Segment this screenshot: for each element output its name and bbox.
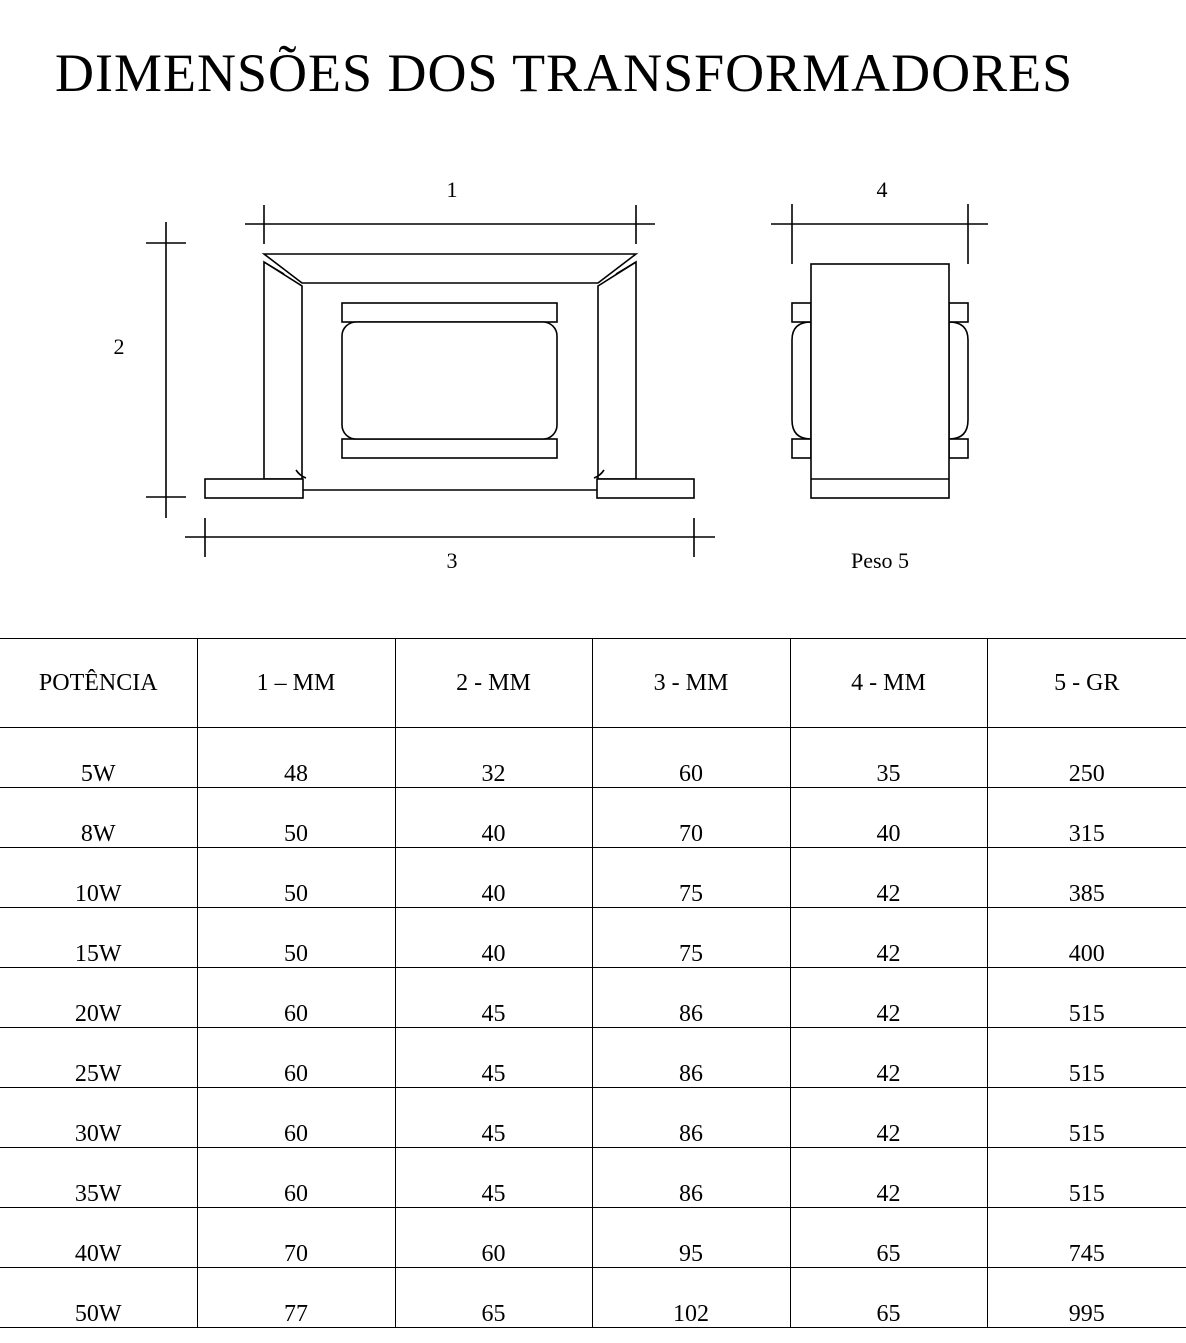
header-dim-3: 3 - MM (592, 639, 790, 728)
front-view (114, 177, 716, 573)
cell-dim-2: 45 (395, 1148, 592, 1208)
cell-dim-1: 50 (197, 788, 395, 848)
cell-potencia: 5W (0, 728, 197, 788)
cell-dim-3: 75 (592, 908, 790, 968)
cell-weight: 515 (987, 1148, 1186, 1208)
table-row (0, 728, 1186, 788)
cell-dim-1: 60 (197, 968, 395, 1028)
header-dim-2: 2 - MM (395, 639, 592, 728)
cell-weight: 385 (987, 848, 1186, 908)
cell-dim-4: 42 (790, 968, 987, 1028)
cell-potencia: 8W (0, 788, 197, 848)
cell-weight: 745 (987, 1208, 1186, 1268)
cell-dim-1: 70 (197, 1208, 395, 1268)
cell-dim-1: 50 (197, 908, 395, 968)
weight-label: Peso 5 (850, 548, 910, 573)
header-potencia: POTÊNCIA (0, 639, 197, 728)
dimension-label-2: 2 (113, 334, 125, 359)
table-row (0, 968, 1186, 1028)
cell-dim-1: 60 (197, 1088, 395, 1148)
dimension-label-4: 4 (876, 177, 888, 202)
cell-dim-2: 45 (395, 1028, 592, 1088)
cell-dim-1: 60 (197, 1148, 395, 1208)
dimension-label-3: 3 (446, 548, 458, 573)
cell-potencia: 25W (0, 1028, 197, 1088)
cell-dim-4: 42 (790, 908, 987, 968)
table-row (0, 1268, 1186, 1328)
table-body (0, 728, 1186, 1328)
cell-dim-1: 48 (197, 728, 395, 788)
dimensions-table-container (0, 638, 1186, 1328)
table-row (0, 1148, 1186, 1208)
header-weight: 5 - GR (987, 639, 1186, 728)
cell-weight: 515 (987, 1028, 1186, 1088)
cell-dim-3: 60 (592, 728, 790, 788)
cell-dim-3: 86 (592, 968, 790, 1028)
cell-weight: 250 (987, 728, 1186, 788)
side-view (771, 177, 988, 573)
cell-dim-3: 75 (592, 848, 790, 908)
cell-potencia: 50W (0, 1268, 197, 1328)
cell-weight: 315 (987, 788, 1186, 848)
cell-dim-3: 102 (592, 1268, 790, 1328)
cell-dim-4: 42 (790, 1088, 987, 1148)
cell-dim-2: 45 (395, 968, 592, 1028)
cell-dim-3: 86 (592, 1088, 790, 1148)
cell-dim-3: 95 (592, 1208, 790, 1268)
table-row (0, 848, 1186, 908)
table-header-row (0, 639, 1186, 728)
table-row (0, 1208, 1186, 1268)
table-row (0, 788, 1186, 848)
cell-dim-2: 40 (395, 788, 592, 848)
table-row (0, 1028, 1186, 1088)
cell-dim-2: 40 (395, 908, 592, 968)
cell-potencia: 10W (0, 848, 197, 908)
dimension-label-1: 1 (446, 177, 458, 202)
cell-dim-4: 65 (790, 1208, 987, 1268)
cell-dim-2: 65 (395, 1268, 592, 1328)
header-dim-4: 4 - MM (790, 639, 987, 728)
cell-dim-2: 40 (395, 848, 592, 908)
table-row (0, 1088, 1186, 1148)
cell-dim-4: 42 (790, 848, 987, 908)
cell-potencia: 40W (0, 1208, 197, 1268)
cell-weight: 515 (987, 1088, 1186, 1148)
cell-dim-3: 86 (592, 1028, 790, 1088)
cell-potencia: 30W (0, 1088, 197, 1148)
cell-potencia: 15W (0, 908, 197, 968)
cell-potencia: 35W (0, 1148, 197, 1208)
cell-dim-4: 42 (790, 1148, 987, 1208)
cell-dim-4: 65 (790, 1268, 987, 1328)
header-dim-1: 1 – MM (197, 639, 395, 728)
cell-dim-1: 60 (197, 1028, 395, 1088)
cell-dim-4: 40 (790, 788, 987, 848)
dimensions-table (0, 638, 1186, 1328)
transformer-dimension-diagram (0, 0, 1186, 620)
table-row (0, 908, 1186, 968)
cell-weight: 515 (987, 968, 1186, 1028)
cell-dim-4: 35 (790, 728, 987, 788)
cell-dim-2: 60 (395, 1208, 592, 1268)
cell-weight: 995 (987, 1268, 1186, 1328)
cell-dim-4: 42 (790, 1028, 987, 1088)
cell-dim-1: 77 (197, 1268, 395, 1328)
cell-dim-2: 45 (395, 1088, 592, 1148)
cell-dim-1: 50 (197, 848, 395, 908)
cell-weight: 400 (987, 908, 1186, 968)
cell-dim-2: 32 (395, 728, 592, 788)
cell-dim-3: 86 (592, 1148, 790, 1208)
page-title: DIMENSÕES DOS TRANSFORMADORES (55, 43, 1074, 103)
cell-potencia: 20W (0, 968, 197, 1028)
cell-dim-3: 70 (592, 788, 790, 848)
